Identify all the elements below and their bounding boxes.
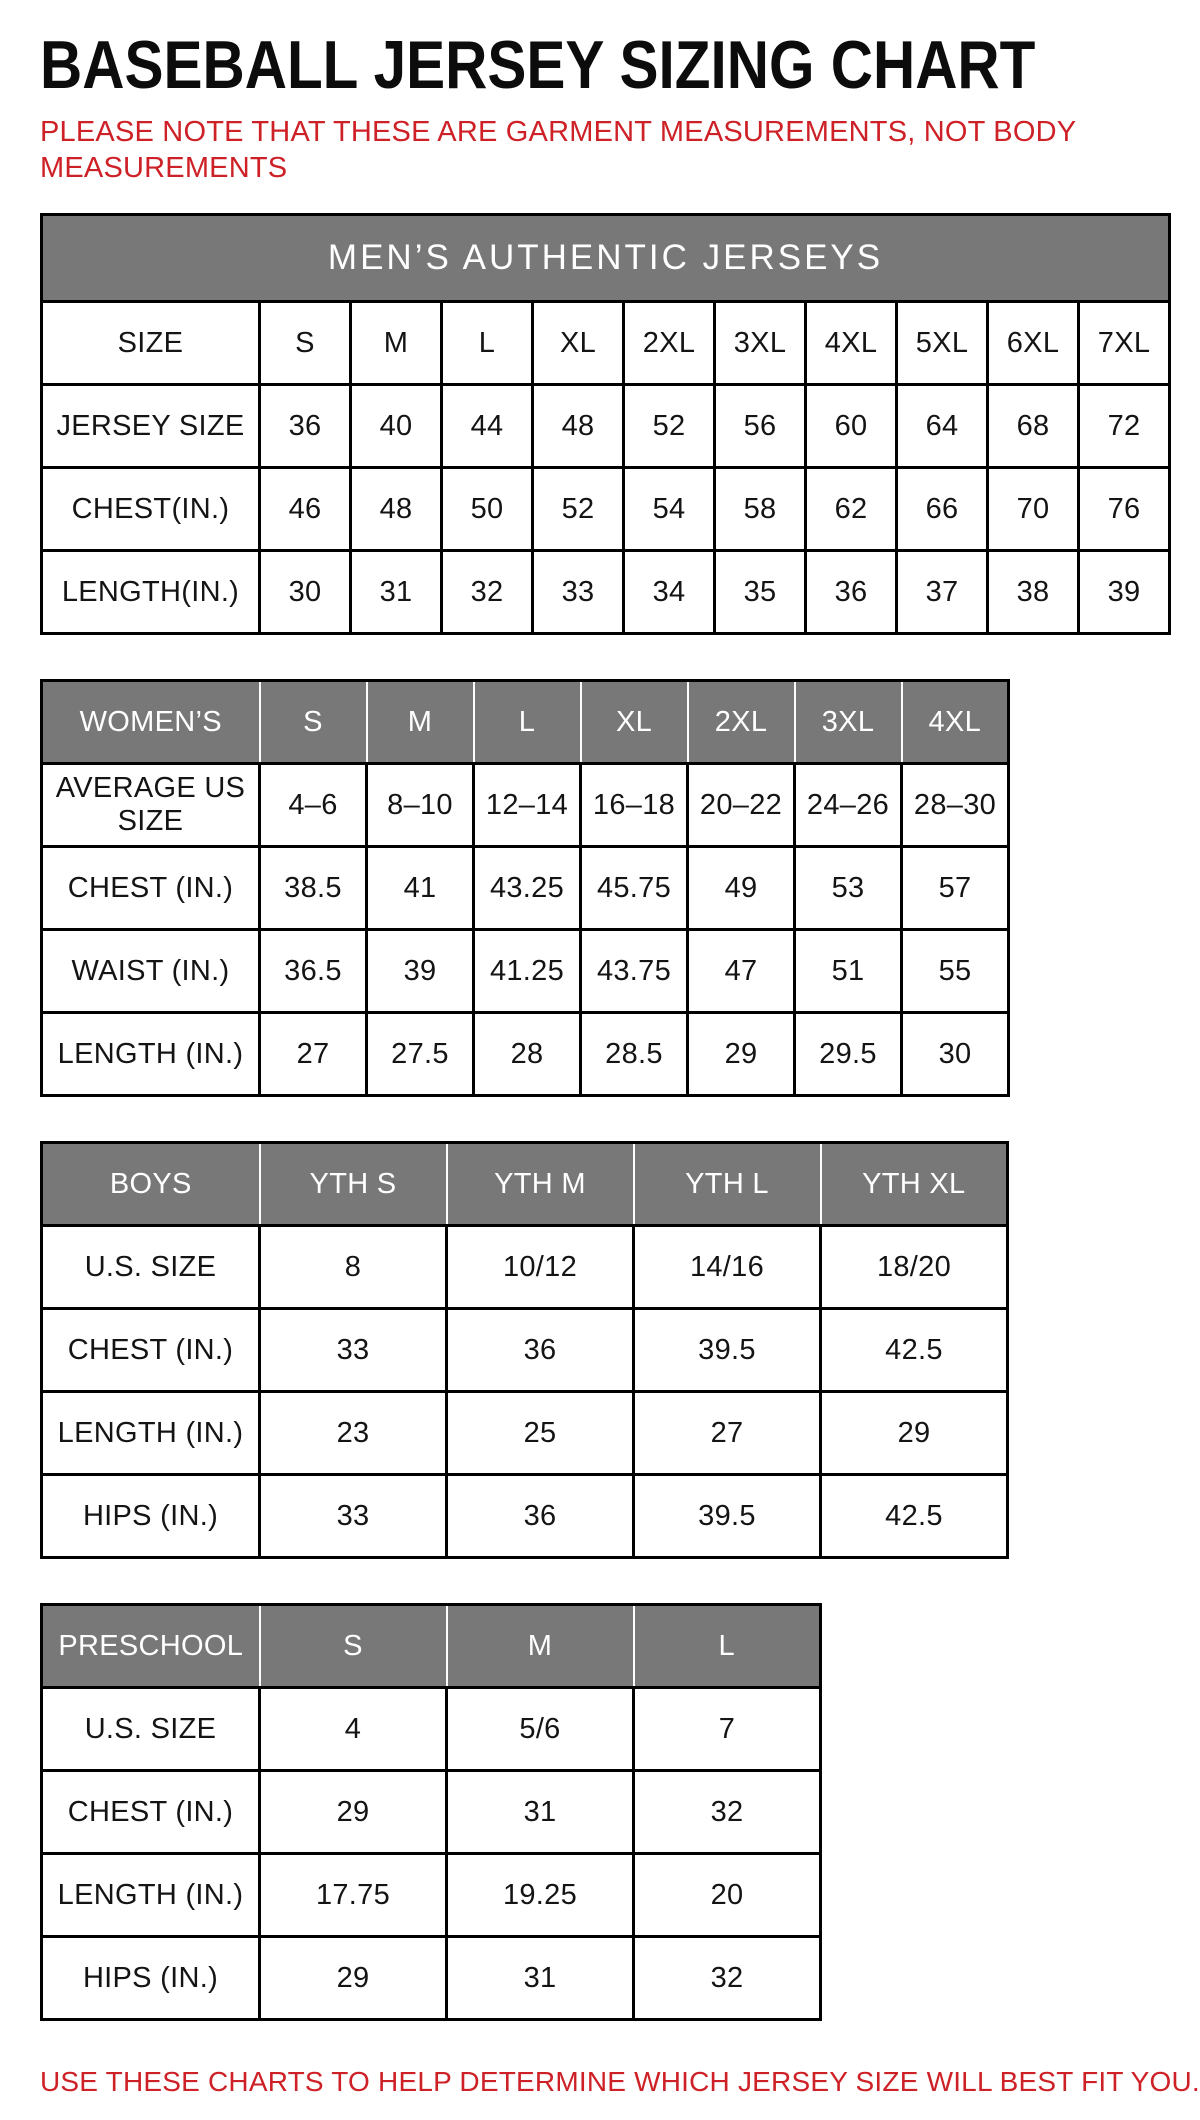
womens-value-cell: 29.5 [795, 1013, 902, 1096]
mens-value-cell: 66 [897, 468, 988, 551]
mens-value-cell: 52 [533, 468, 624, 551]
boys-header-row [42, 1143, 1008, 1226]
garment-measurements-note: PLEASE NOTE THAT THESE ARE GARMENT MEASUREMENTS, NOT BODY MEASUREMENTS [40, 116, 1076, 185]
boys-row-label-cell: U.S. SIZE [42, 1226, 260, 1309]
boys-row-2 [42, 1392, 1008, 1475]
boys-value-cell: 42.5 [821, 1309, 1008, 1392]
boys-header-cell: YTH M [447, 1143, 634, 1226]
boys-value-cell: 10/12 [447, 1226, 634, 1309]
mens-value-cell: 62 [806, 468, 897, 551]
mens-value-cell: 2XL [624, 302, 715, 385]
mens-value-cell: 52 [624, 385, 715, 468]
preschool-header-cell: M [447, 1605, 634, 1688]
mens-table-title: MEN’S AUTHENTIC JERSEYS [42, 215, 1170, 302]
womens-value-cell: 27.5 [367, 1013, 474, 1096]
boys-value-cell: 29 [821, 1392, 1008, 1475]
mens-value-cell: L [442, 302, 533, 385]
mens-row-label-cell: CHEST(IN.) [42, 468, 260, 551]
boys-value-cell: 25 [447, 1392, 634, 1475]
preschool-value-cell: 7 [634, 1688, 821, 1771]
womens-value-cell: 55 [902, 930, 1009, 1013]
womens-header-cell: L [474, 681, 581, 764]
womens-value-cell: 43.75 [581, 930, 688, 1013]
mens-row-label-cell: LENGTH(IN.) [42, 551, 260, 634]
preschool-row-label-cell: U.S. SIZE [42, 1688, 260, 1771]
mens-value-cell: 36 [806, 551, 897, 634]
womens-value-cell: 41.25 [474, 930, 581, 1013]
boys-header-label-cell: BOYS [42, 1143, 260, 1226]
fit-advice-note: USE THESE CHARTS TO HELP DETERMINE WHICH JERSEY SIZE WILL BEST FIT YOU. [40, 2066, 1200, 2098]
mens-row-3 [42, 551, 1170, 634]
mens-row-0 [42, 302, 1170, 385]
preschool-value-cell: 20 [634, 1854, 821, 1937]
mens-value-cell: 64 [897, 385, 988, 468]
womens-row-2 [42, 930, 1009, 1013]
preschool-value-cell: 32 [634, 1771, 821, 1854]
womens-header-label-cell: WOMEN’S [42, 681, 260, 764]
mens-authentic-jerseys-table [40, 213, 1171, 635]
womens-header-row [42, 681, 1009, 764]
mens-value-cell: 4XL [806, 302, 897, 385]
mens-value-cell: 30 [260, 551, 351, 634]
womens-value-cell: 27 [260, 1013, 367, 1096]
mens-value-cell: 46 [260, 468, 351, 551]
boys-value-cell: 14/16 [634, 1226, 821, 1309]
preschool-value-cell: 29 [260, 1771, 447, 1854]
womens-row-label-cell: WAIST (IN.) [42, 930, 260, 1013]
womens-value-cell: 24–26 [795, 764, 902, 847]
womens-value-cell: 43.25 [474, 847, 581, 930]
mens-value-cell: 72 [1079, 385, 1170, 468]
preschool-value-cell: 17.75 [260, 1854, 447, 1937]
womens-row-1 [42, 847, 1009, 930]
preschool-value-cell: 4 [260, 1688, 447, 1771]
preschool-header-row [42, 1605, 821, 1688]
mens-value-cell: 50 [442, 468, 533, 551]
womens-row-label-cell: CHEST (IN.) [42, 847, 260, 930]
preschool-value-cell: 5/6 [447, 1688, 634, 1771]
boys-value-cell: 39.5 [634, 1475, 821, 1558]
womens-value-cell: 28 [474, 1013, 581, 1096]
preschool-value-cell: 31 [447, 1771, 634, 1854]
mens-value-cell: 36 [260, 385, 351, 468]
mens-value-cell: 40 [351, 385, 442, 468]
mens-value-cell: 68 [988, 385, 1079, 468]
mens-value-cell: S [260, 302, 351, 385]
mens-value-cell: 54 [624, 468, 715, 551]
mens-value-cell: 48 [533, 385, 624, 468]
preschool-header-cell: L [634, 1605, 821, 1688]
womens-value-cell: 51 [795, 930, 902, 1013]
preschool-value-cell: 31 [447, 1937, 634, 2020]
mens-value-cell: 56 [715, 385, 806, 468]
womens-value-cell: 39 [367, 930, 474, 1013]
preschool-row-label-cell: CHEST (IN.) [42, 1771, 260, 1854]
mens-table-title-row [42, 215, 1170, 302]
mens-value-cell: 44 [442, 385, 533, 468]
womens-value-cell: 36.5 [260, 930, 367, 1013]
mens-value-cell: 48 [351, 468, 442, 551]
boys-value-cell: 33 [260, 1309, 447, 1392]
womens-row-label-cell: AVERAGE US SIZE [42, 764, 260, 847]
womens-value-cell: 20–22 [688, 764, 795, 847]
preschool-row-3 [42, 1937, 821, 2020]
mens-row-1 [42, 385, 1170, 468]
mens-value-cell: 39 [1079, 551, 1170, 634]
preschool-header-label-cell: PRESCHOOL [42, 1605, 260, 1688]
mens-value-cell: 38 [988, 551, 1079, 634]
boys-row-1 [42, 1309, 1008, 1392]
mens-row-label-cell: SIZE [42, 302, 260, 385]
womens-header-cell: XL [581, 681, 688, 764]
mens-value-cell: 33 [533, 551, 624, 634]
boys-value-cell: 42.5 [821, 1475, 1008, 1558]
womens-value-cell: 41 [367, 847, 474, 930]
womens-header-cell: M [367, 681, 474, 764]
mens-row-2 [42, 468, 1170, 551]
womens-value-cell: 53 [795, 847, 902, 930]
womens-header-cell: 2XL [688, 681, 795, 764]
boys-header-cell: YTH L [634, 1143, 821, 1226]
womens-sizing-table [40, 679, 1010, 1097]
womens-value-cell: 12–14 [474, 764, 581, 847]
mens-value-cell: 7XL [1079, 302, 1170, 385]
boys-row-label-cell: LENGTH (IN.) [42, 1392, 260, 1475]
mens-value-cell: 58 [715, 468, 806, 551]
preschool-row-1 [42, 1771, 821, 1854]
womens-value-cell: 57 [902, 847, 1009, 930]
mens-value-cell: XL [533, 302, 624, 385]
preschool-row-0 [42, 1688, 821, 1771]
mens-value-cell: 76 [1079, 468, 1170, 551]
boys-value-cell: 39.5 [634, 1309, 821, 1392]
preschool-header-cell: S [260, 1605, 447, 1688]
boys-value-cell: 27 [634, 1392, 821, 1475]
boys-row-3 [42, 1475, 1008, 1558]
womens-row-label-cell: LENGTH (IN.) [42, 1013, 260, 1096]
mens-value-cell: 70 [988, 468, 1079, 551]
mens-value-cell: 32 [442, 551, 533, 634]
womens-row-0 [42, 764, 1009, 847]
boys-value-cell: 8 [260, 1226, 447, 1309]
mens-value-cell: 5XL [897, 302, 988, 385]
mens-row-label-cell: JERSEY SIZE [42, 385, 260, 468]
preschool-value-cell: 32 [634, 1937, 821, 2020]
womens-value-cell: 30 [902, 1013, 1009, 1096]
preschool-row-2 [42, 1854, 821, 1937]
mens-value-cell: 31 [351, 551, 442, 634]
boys-value-cell: 18/20 [821, 1226, 1008, 1309]
womens-value-cell: 28–30 [902, 764, 1009, 847]
mens-value-cell: 60 [806, 385, 897, 468]
womens-row-3 [42, 1013, 1009, 1096]
boys-row-label-cell: CHEST (IN.) [42, 1309, 260, 1392]
womens-header-cell: 4XL [902, 681, 1009, 764]
boys-row-0 [42, 1226, 1008, 1309]
womens-header-cell: S [260, 681, 367, 764]
womens-value-cell: 38.5 [260, 847, 367, 930]
womens-value-cell: 8–10 [367, 764, 474, 847]
boys-value-cell: 33 [260, 1475, 447, 1558]
womens-value-cell: 28.5 [581, 1013, 688, 1096]
boys-header-cell: YTH S [260, 1143, 447, 1226]
womens-value-cell: 4–6 [260, 764, 367, 847]
preschool-value-cell: 19.25 [447, 1854, 634, 1937]
page-title: BASEBALL JERSEY SIZING CHART [40, 27, 1036, 103]
womens-value-cell: 45.75 [581, 847, 688, 930]
boys-sizing-table [40, 1141, 1009, 1559]
mens-value-cell: 35 [715, 551, 806, 634]
preschool-sizing-table [40, 1603, 822, 2021]
mens-value-cell: M [351, 302, 442, 385]
mens-value-cell: 6XL [988, 302, 1079, 385]
boys-value-cell: 36 [447, 1309, 634, 1392]
preschool-value-cell: 29 [260, 1937, 447, 2020]
preschool-row-label-cell: HIPS (IN.) [42, 1937, 260, 2020]
mens-value-cell: 34 [624, 551, 715, 634]
womens-value-cell: 47 [688, 930, 795, 1013]
womens-value-cell: 29 [688, 1013, 795, 1096]
preschool-row-label-cell: LENGTH (IN.) [42, 1854, 260, 1937]
boys-value-cell: 23 [260, 1392, 447, 1475]
mens-value-cell: 37 [897, 551, 988, 634]
boys-value-cell: 36 [447, 1475, 634, 1558]
womens-value-cell: 16–18 [581, 764, 688, 847]
boys-row-label-cell: HIPS (IN.) [42, 1475, 260, 1558]
boys-header-cell: YTH XL [821, 1143, 1008, 1226]
mens-value-cell: 3XL [715, 302, 806, 385]
womens-header-cell: 3XL [795, 681, 902, 764]
womens-value-cell: 49 [688, 847, 795, 930]
